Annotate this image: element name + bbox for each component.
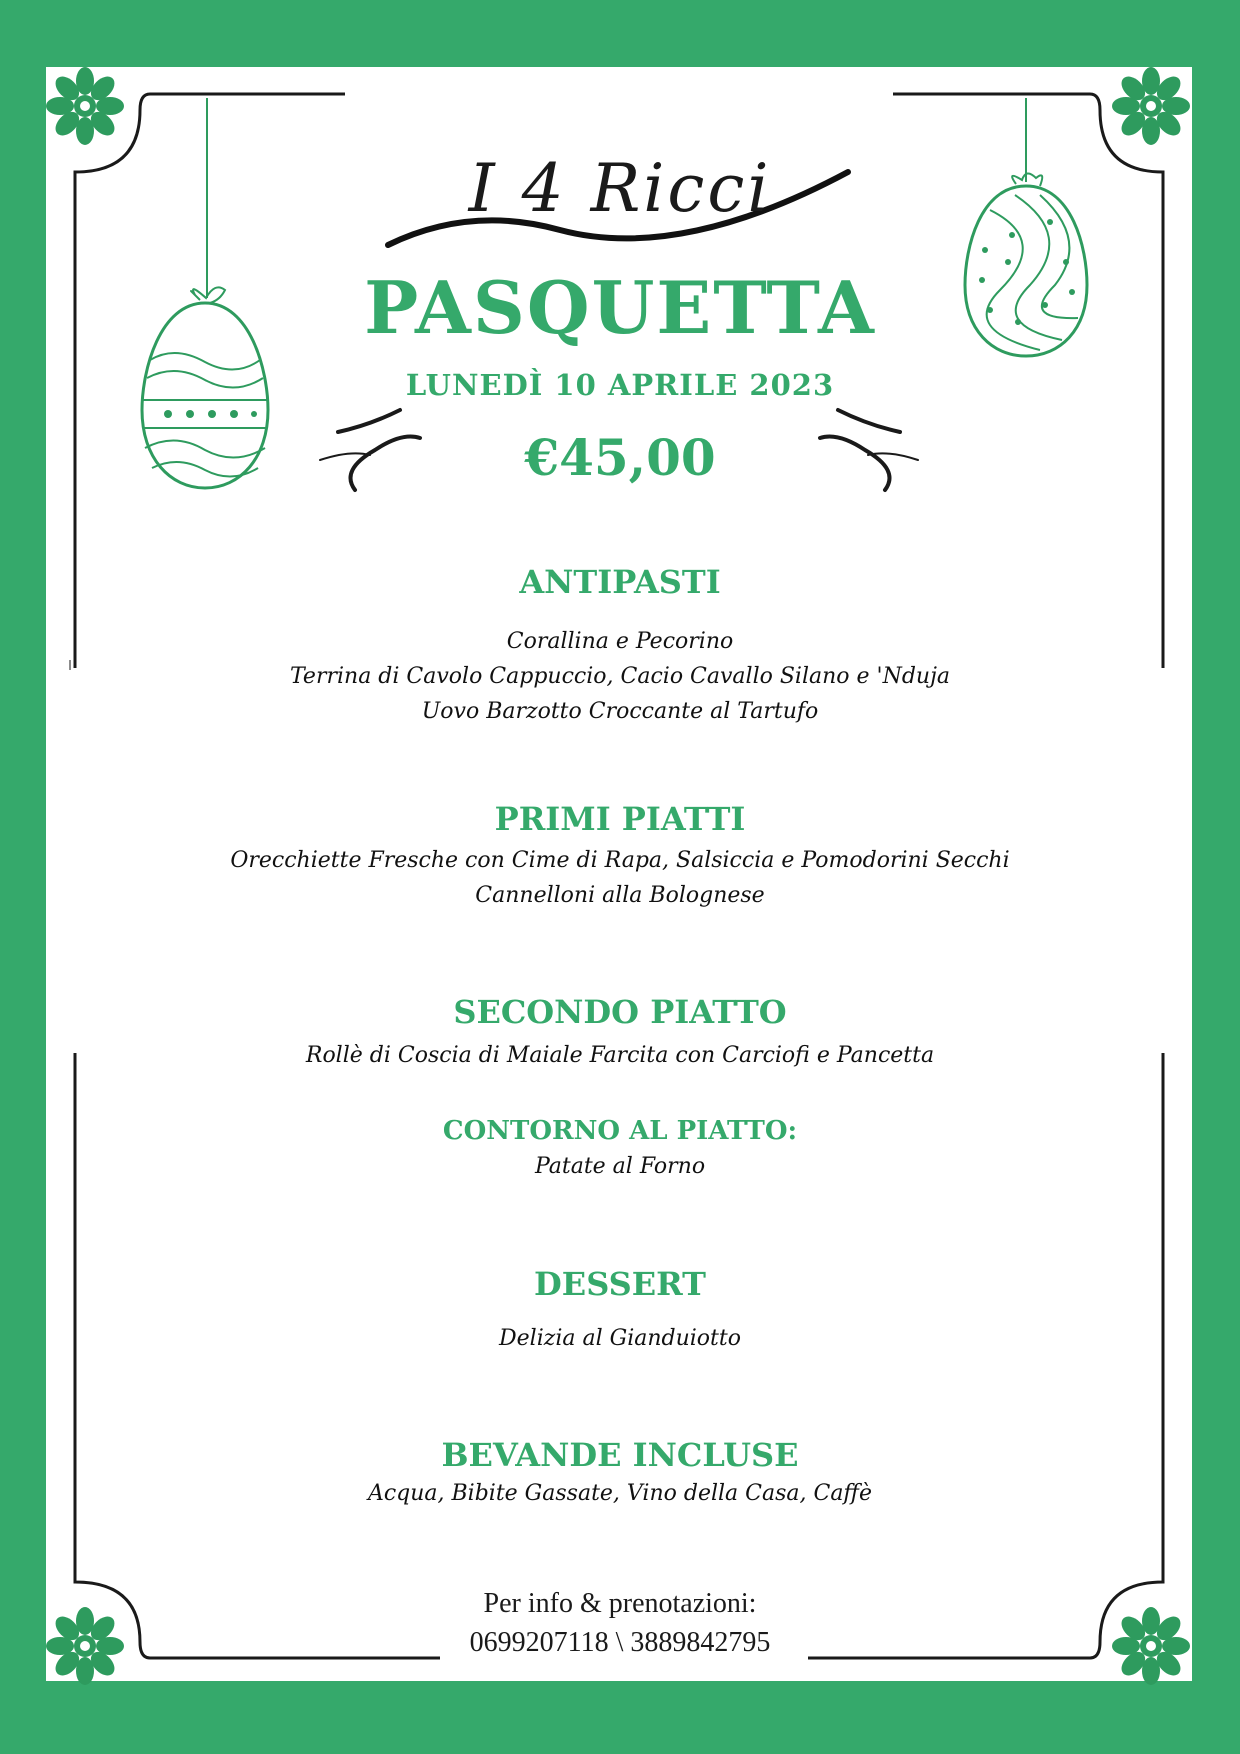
section-title-primi: PRIMI PIATTI bbox=[494, 800, 746, 838]
menu-item: Rollè di Coscia di Maiale Farcita con Carciofi e Pancetta bbox=[305, 1043, 935, 1068]
section-title-dessert: DESSERT bbox=[534, 1265, 706, 1303]
menu-item: Patate al Forno bbox=[534, 1154, 706, 1179]
contact-label: Per info & prenotazioni: bbox=[483, 1588, 757, 1619]
menu-item: Terrina di Cavolo Cappuccio, Cacio Cavallo Silano e 'Nduja bbox=[289, 664, 951, 689]
menu-item: Cannelloni alla Bolognese bbox=[475, 883, 765, 908]
menu-item: Orecchiette Fresche con Cime di Rapa, Salsiccia e Pomodorini Secchi bbox=[230, 848, 1010, 873]
section-title-bevande: BEVANDE INCLUSE bbox=[441, 1436, 799, 1474]
section-title-contorno: CONTORNO AL PIATTO: bbox=[442, 1116, 798, 1146]
menu-item: Corallina e Pecorino bbox=[506, 629, 734, 654]
menu-price: €45,00 bbox=[524, 428, 716, 487]
menu-item: Acqua, Bibite Gassate, Vino della Casa, Caffè bbox=[367, 1481, 873, 1506]
restaurant-logo: I 4 Ricci bbox=[468, 150, 772, 227]
contact-phones: 0699207118 \ 3889842795 bbox=[469, 1627, 771, 1658]
event-date: LUNEDÌ 10 APRILE 2023 bbox=[405, 368, 835, 402]
section-title-secondo: SECONDO PIATTO bbox=[453, 993, 787, 1031]
event-title: PASQUETTA bbox=[364, 265, 876, 350]
menu-item: Delizia al Gianduiotto bbox=[499, 1326, 741, 1351]
section-title-antipasti: ANTIPASTI bbox=[519, 563, 721, 601]
menu-item: Uovo Barzotto Croccante al Tartufo bbox=[421, 699, 819, 724]
